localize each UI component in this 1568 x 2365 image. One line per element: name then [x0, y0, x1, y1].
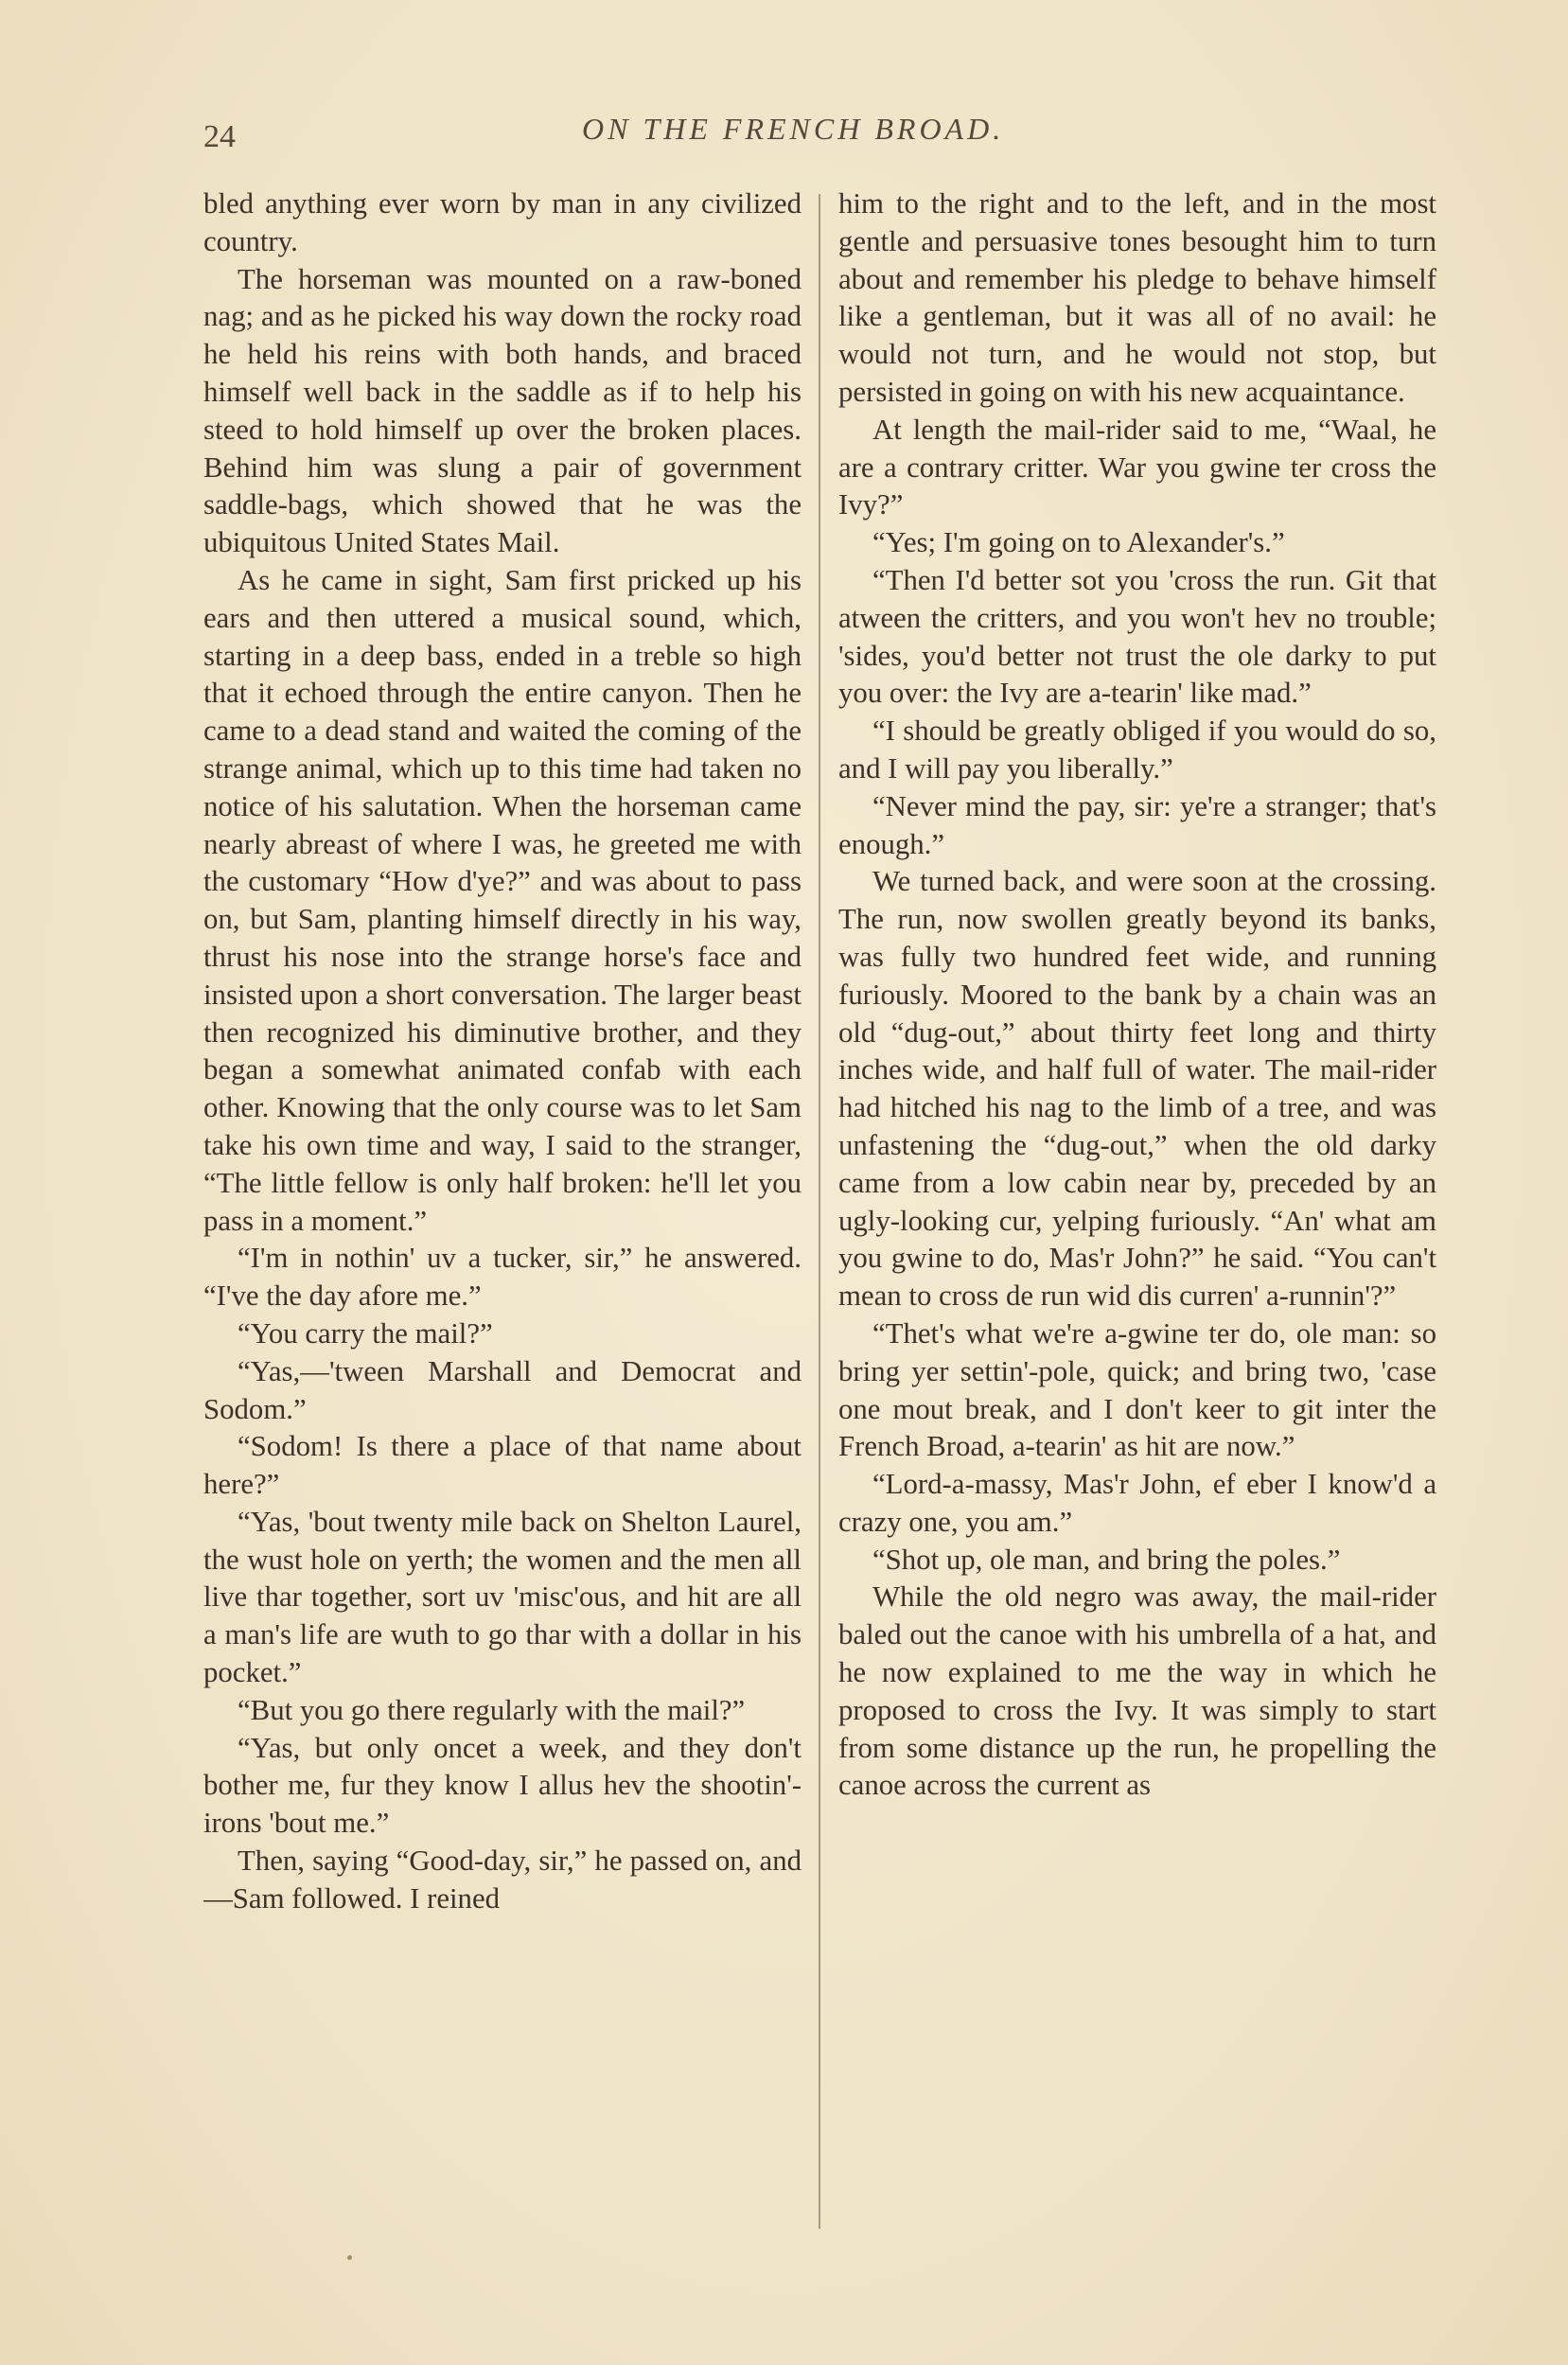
left-column [203, 185, 802, 2230]
paragraph: “Yas, but only oncet a week, and they don't bother me, fur they know I allus hev the shootin'-irons 'bout me.” [203, 1731, 802, 1840]
right-column [838, 185, 1436, 2230]
paragraph: bled anything ever worn by man in any civilized country. [203, 187, 802, 257]
paragraph: “Shot up, ole man, and bring the poles.” [872, 1543, 1341, 1576]
paper-speck [347, 2255, 352, 2260]
column-divider [819, 194, 820, 2229]
paragraph: “Yes; I'm going on to Alexander's.” [872, 526, 1285, 559]
paragraph: “Yas, 'bout twenty mile back on Shelton Laurel, the wust hole on yerth; the women and the men all live thar together, sort uv 'misc'ous, and hit are all a man's life are wuth to go thar with a dollar in his pocket.” [203, 1505, 802, 1689]
paragraph: “You carry the mail?” [238, 1316, 493, 1350]
paragraph: The horseman was mounted on a raw-boned nag; and as he picked his way down the rocky road he held his reins with both hands, and braced himself well back in the saddle as if to help his steed to hold himself up over the broken places. Behind him was slung a pair of government saddle-bags, which showed that he was the ubiquitous United States Mail. [203, 262, 802, 559]
paragraph: As he came in sight, Sam first pricked up his ears and then uttered a musical sound, which, starting in a deep bass, ended in a treble so high that it echoed through the entire canyon. Then he came to a dead stand and waited the coming of the strange animal, which up to this time had taken no notice of his salutation. When the horseman came nearly abreast of where I was, he greeted me with the customary “How d'ye?” and was about to pass on, but Sam, planting himself directly in his way, thrust his nose into the strange horse's face and insisted upon a short conversation. The larger beast then recognized his diminutive brother, and they began a somewhat animated confab with each other. Knowing that the only course was to let Sam take his own time and way, I said to the stranger, “The little fellow is only half broken: he'll let you pass in a moment.” [203, 563, 802, 1237]
paragraph: Then, saying “Good-day, sir,” he passed on, and—Sam followed. I reined [203, 1844, 802, 1915]
paragraph: “Thet's what we're a-gwine ter do, ole man: so bring yer settin'-pole, quick; and bring two, 'case one mout break, and I don't keer to git inter the French Broad, a-tearin' as hit are now.” [838, 1316, 1436, 1463]
paragraph: “Yas,—'tween Marshall and Democrat and Sodom.” [203, 1354, 802, 1425]
paragraph: “But you go there regularly with the mail?” [238, 1693, 746, 1726]
paragraph: “Then I'd better sot you 'cross the run. Git that atween the critters, and you won't hev no trouble; 'sides, you'd better not trust the ole darky to put you over: the Ivy are a-tearin' like mad.” [838, 563, 1436, 710]
paragraph: him to the right and to the left, and in the most gentle and persuasive tones besought him to turn about and remember his pledge to behave himself like a gentleman, but it was all of no avail: he would not turn, and he would not stop, but persisted in going on with his new acquaintance. [838, 187, 1436, 408]
paragraph: “I'm in nothin' uv a tucker, sir,” he answered. “I've the day afore me.” [203, 1242, 802, 1313]
paragraph: “I should be greatly obliged if you would do so, and I will pay you liberally.” [838, 715, 1436, 785]
paragraph: “Sodom! Is there a place of that name about here?” [203, 1430, 802, 1501]
paragraph: “Lord-a-massy, Mas'r John, ef eber I know'd a crazy one, you am.” [838, 1468, 1436, 1538]
paragraph: At length the mail-rider said to me, “Waal, he are a contrary critter. War you gwine ter cross the Ivy?” [838, 413, 1436, 521]
page-number: 24 [203, 119, 236, 154]
paragraph: “Never mind the pay, sir: ye're a stranger; that's enough.” [838, 789, 1436, 860]
paragraph: We turned back, and were soon at the crossing. The run, now swollen greatly beyond its banks, was fully two hundred feet wide, and running furiously. Moored to the bank by a chain was an old “dug-out,” about thirty feet long and thirty inches wide, and half full of water. The mail-rider had hitched his nag to the limb of a tree, and was unfastening the “dug-out,” when the old darky came from a low cabin near by, preceded by an ugly-looking cur, yelping furiously. “An' what am you gwine to do, Mas'r John?” he said. “You can't mean to cross de run wid dis curren' a-runnin'?” [838, 865, 1436, 1313]
paragraph: While the old negro was away, the mail-rider baled out the canoe with his umbrella of a hat, and he now explained to me the way in which he proposed to cross the Ivy. It was simply to start from some distance up the run, he propelling the canoe across the current as [838, 1580, 1436, 1802]
running-head [203, 112, 1434, 159]
running-title: ON THE FRENCH BROAD. [582, 112, 1005, 146]
